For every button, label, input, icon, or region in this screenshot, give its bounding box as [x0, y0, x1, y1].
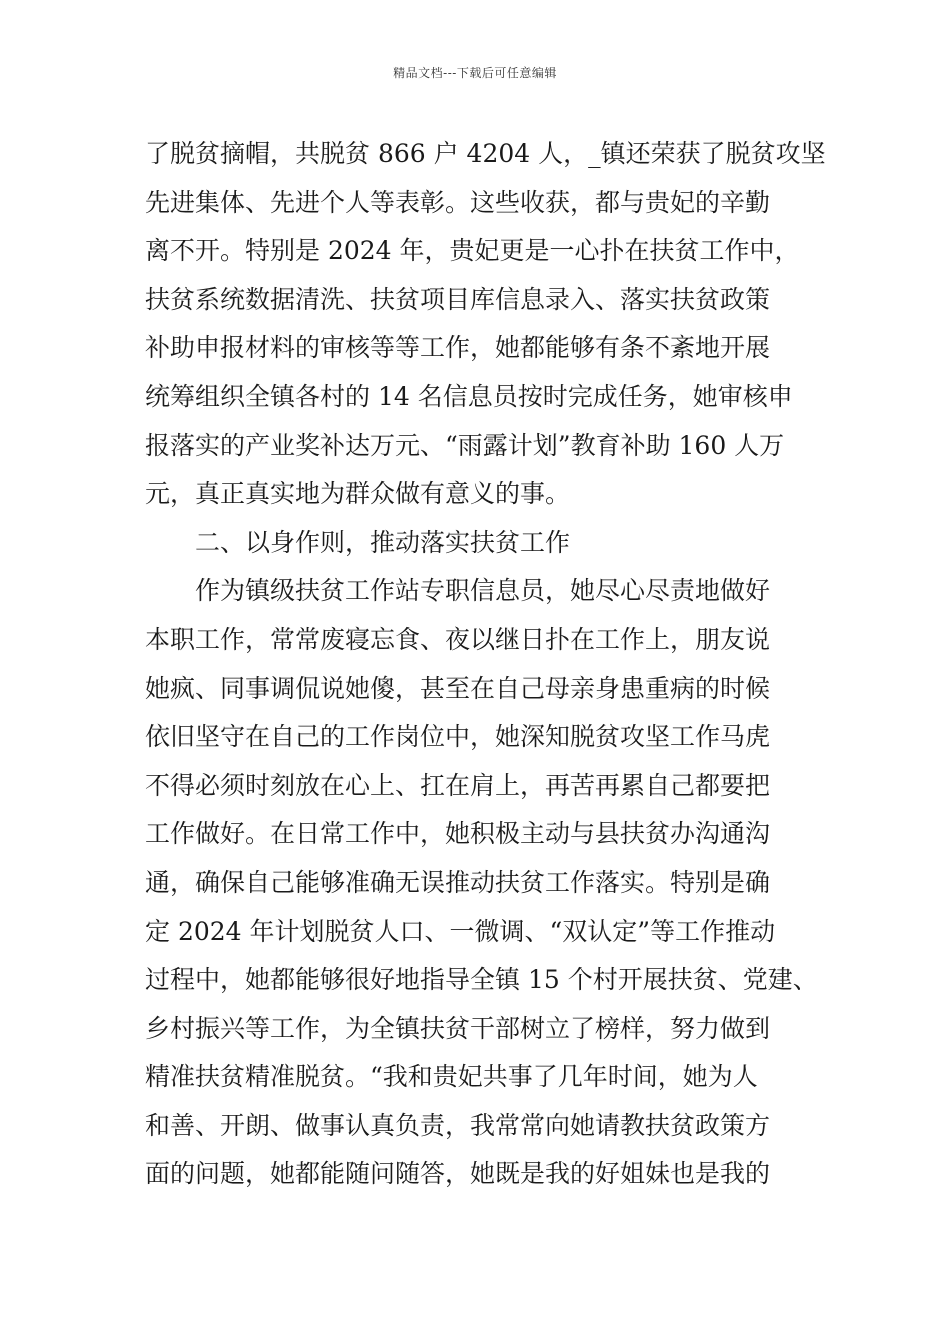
body-text [145, 130, 826, 1199]
text-line: 补助申报材料的审核等等工作，她都能够有条不紊地开展 [145, 333, 771, 363]
text-line: 她疯、同事调侃说她傻，甚至在自己母亲身患重病的时候 [145, 673, 771, 703]
section-heading: 二、以身作则，推动落实扶贫工作 [195, 527, 571, 557]
text-line: 了脱贫摘帽，共脱贫 866 户 4204 人，_镇还荣获了脱贫攻坚 [145, 139, 826, 168]
text-line: 离不开。特别是 2024 年，贵妃更是一心扑在扶贫工作中， [145, 236, 800, 266]
text-line: 本职工作，常常废寝忘食、夜以继日扑在工作上，朋友说 [145, 624, 771, 654]
text-line: 统筹组织全镇各村的 14 名信息员按时完成任务，她审核申 [145, 381, 793, 411]
text-line: 依旧坚守在自己的工作岗位中，她深知脱贫攻坚工作马虎 [145, 722, 771, 752]
text-line: 精准扶贫精准脱贫。“我和贵妃共事了几年时间，她为人 [145, 1062, 758, 1092]
text-line: 元，真正真实地为群众做有意义的事。 [145, 479, 571, 509]
text-line: 通，确保自己能够准确无误推动扶贫工作落实。特别是确 [145, 867, 771, 897]
text-line: 报落实的产业奖补达万元、“雨露计划”教育补助 160 人万 [145, 430, 785, 460]
text-line: 和善、开朗、做事认真负责，我常常向她请教扶贫政策方 [145, 1110, 771, 1140]
text-line: 过程中，她都能够很好地指导全镇 15 个村开展扶贫、党建、 [145, 965, 818, 995]
text-line: 面的问题，她都能随问随答，她既是我的好姐妹也是我的 [145, 1159, 771, 1189]
text-line: 不得必须时刻放在心上、扛在肩上，再苦再累自己都要把 [145, 770, 771, 800]
text-line: 定 2024 年计划脱贫人口、一微调、“双认定”等工作推动 [145, 916, 776, 946]
page-header: 精品文档---下载后可任意编辑 [393, 66, 557, 80]
paragraph-start-line: 作为镇级扶贫工作站专职信息员，她尽心尽责地做好 [195, 576, 771, 606]
text-line: 扶贫系统数据清洗、扶贫项目库信息录入、落实扶贫政策 [145, 284, 771, 314]
text-line: 先进集体、先进个人等表彰。这些收获，都与贵妃的辛勤 [145, 187, 771, 217]
text-line: 乡村振兴等工作，为全镇扶贫干部树立了榜样，努力做到 [145, 1013, 771, 1043]
text-line: 工作做好。在日常工作中，她积极主动与县扶贫办沟通沟 [145, 819, 771, 849]
